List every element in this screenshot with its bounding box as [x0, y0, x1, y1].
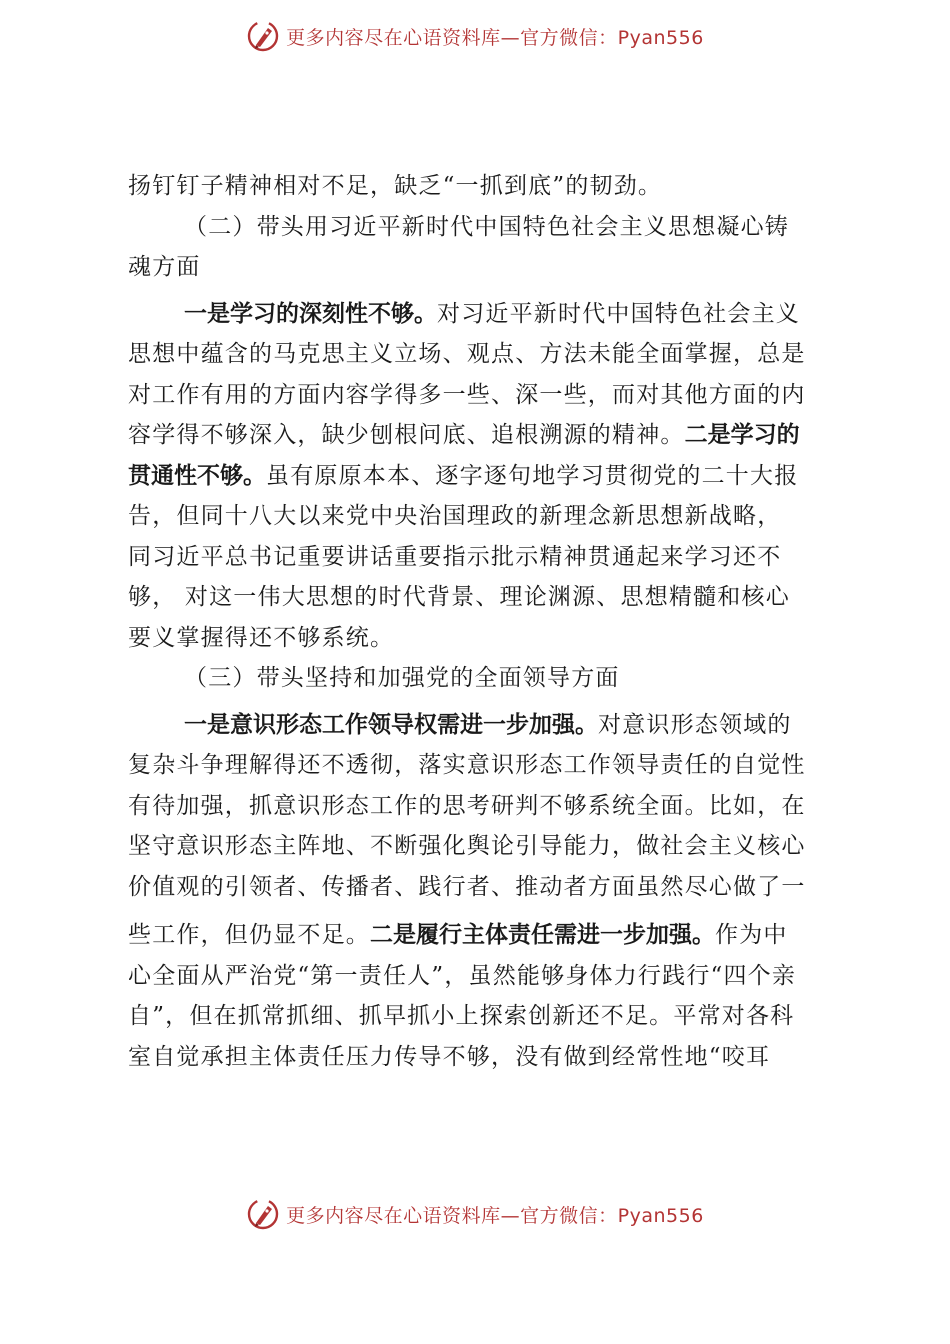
paragraph-line: 对工作有用的方面内容学得多一些、深一些，而对其他方面的内 [128, 381, 806, 408]
paragraph-line: 坚守意识形态主阵地、不断强化舆论引导能力，做社会主义核心 [128, 833, 806, 859]
paragraph-line: 心全面从严治党“第一责任人”，虽然能够身体力行践行“四个亲 [128, 962, 797, 989]
paragraph-line [128, 705, 834, 746]
paragraph-text: 容学得不够深入，缺少刨根问底、追根溯源的精神。 [128, 422, 685, 448]
paragraph-line: 室自觉承担主体责任压力传导不够，没有做到经常性地“咬耳 [128, 1043, 771, 1070]
header-watermark-banner [0, 16, 950, 56]
paragraph-line [128, 415, 834, 456]
paragraph-text: 虽有原原本本、逐字逐句地学习贯彻党的二十大报 [266, 462, 799, 489]
paragraph-line [128, 456, 834, 497]
section-heading-2-cont: 魂方面 [128, 254, 201, 280]
paragraph-text: 对习近平新时代中国特色社会主义 [437, 300, 800, 327]
footer-watermark-banner [0, 1194, 950, 1234]
paragraph-line [128, 294, 834, 335]
paragraph-line: 有待加强，抓意识形态工作的思考研判不够系统全面。比如，在 [128, 792, 806, 819]
paragraph-text: 作为中 [715, 922, 788, 948]
paragraph-text: 对意识形态领域的 [598, 711, 792, 738]
bold-point-1: 一是学习的深刻性不够。 [184, 300, 437, 327]
bold-point-4: 二是履行主体责任需进一步加强。 [370, 922, 715, 948]
footer-watermark-text: 更多内容尽在心语资料库—官方微信：Pyan556 [286, 1204, 704, 1227]
section-heading-2: （二）带头用习近平新时代中国特色社会主义思想凝心铸 [184, 213, 789, 240]
bold-point-2: 二是学习的 [684, 422, 800, 448]
document-body [128, 166, 834, 1077]
paragraph-line: 够， 对这一伟大思想的时代背景、理论渊源、思想精髓和核心 [128, 584, 790, 610]
paragraph-line: 扬钉钉子精神相对不足，缺乏“一抓到底”的韧劲。 [128, 173, 663, 199]
paragraph-line: 价值观的引领者、传播者、践行者、推动者方面虽然尽心做了一 [128, 873, 806, 900]
paragraph-line [128, 915, 834, 956]
paragraph-line: 复杂斗争理解得还不透彻，落实意识形态工作领导责任的自觉性 [128, 752, 806, 778]
pen-nib-circle-logo-icon [246, 19, 280, 53]
bold-point-3: 一是意识形态工作领导权需进一步加强。 [184, 711, 598, 738]
paragraph-line: 要义掌握得还不够系统。 [128, 624, 395, 651]
bold-point-2-cont: 贯通性不够。 [128, 462, 266, 489]
header-watermark-text: 更多内容尽在心语资料库—官方微信：Pyan556 [286, 26, 704, 49]
section-heading-3: （三）带头坚持和加强党的全面领导方面 [184, 665, 620, 691]
paragraph-text: 些工作，但仍显不足。 [128, 922, 370, 948]
paragraph-line: 思想中蕴含的马克思主义立场、观点、方法未能全面掌握，总是 [128, 341, 806, 367]
paragraph-line: 同习近平总书记重要讲话重要指示批示精神贯通起来学习还不 [128, 543, 782, 570]
paragraph-line: 自”，但在抓常抓细、抓早抓小上探索创新还不足。平常对各科 [128, 1003, 795, 1029]
paragraph-line: 告，但同十八大以来党中央治国理政的新理念新思想新战略， [128, 503, 782, 529]
pen-nib-circle-logo-icon [246, 1197, 280, 1231]
